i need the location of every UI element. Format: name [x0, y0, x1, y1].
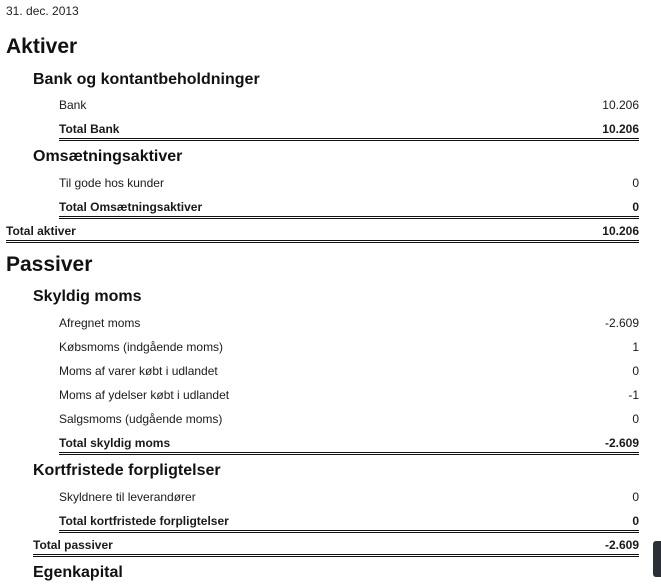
account-row: [59, 175, 639, 191]
group-total-value: 0: [632, 200, 639, 214]
account-value: 0: [632, 364, 639, 378]
group-heading-vat: Skyldig moms: [33, 288, 142, 305]
group-total-label: Total Omsætningsaktiver: [59, 200, 203, 214]
group-total-label: Total Bank: [59, 122, 120, 136]
scroll-handle[interactable]: [653, 541, 661, 577]
account-label: Afregnet moms: [59, 316, 141, 330]
group-total-row: [59, 513, 639, 533]
group-heading-bank: Bank og kontantbeholdninger: [33, 71, 260, 88]
account-label: Moms af varer købt i udlandet: [59, 364, 218, 378]
account-label: Til gode hos kunder: [59, 176, 164, 190]
account-label: Moms af ydelser købt i udlandet: [59, 388, 230, 402]
section-heading-liabilities: Passiver: [6, 253, 93, 276]
account-value: -2.609: [604, 316, 639, 330]
section-total-label: Total passiver: [33, 538, 113, 552]
group-total-row: [59, 121, 639, 141]
account-row: [59, 411, 639, 427]
group-total-row: [59, 199, 639, 219]
account-label: Bank: [59, 98, 87, 112]
account-row: [59, 97, 639, 113]
account-value: 1: [632, 340, 639, 354]
section-total-label: Total aktiver: [6, 224, 76, 238]
account-row: [59, 339, 639, 355]
account-label: Salgsmoms (udgående moms): [59, 412, 223, 426]
section-total-row-assets: [6, 223, 639, 243]
account-value: 0: [632, 176, 639, 190]
section-total-value: -2.609: [604, 538, 639, 552]
group-total-value: 0: [632, 514, 639, 528]
group-heading-equity: Egenkapital: [33, 564, 123, 581]
group-total-label: Total skyldig moms: [59, 436, 171, 450]
section-heading-assets: Aktiver: [6, 35, 78, 58]
account-value: 0: [632, 490, 639, 504]
account-row: [59, 363, 639, 379]
group-total-row: [59, 435, 639, 455]
group-total-value: 10.206: [602, 122, 639, 136]
account-row: [59, 489, 639, 505]
report-date: 31. dec. 2013: [6, 4, 79, 18]
account-value: -1: [628, 388, 639, 402]
account-row: [59, 315, 639, 331]
group-heading-current-assets: Omsætningsaktiver: [33, 148, 183, 165]
group-total-value: -2.609: [604, 436, 639, 450]
group-heading-short-term-liabilities: Kortfristede forpligtelser: [33, 462, 221, 479]
group-total-label: Total kortfristede forpligtelser: [59, 514, 229, 528]
account-value: 10.206: [602, 98, 639, 112]
section-total-row-liabilities: [33, 537, 639, 557]
account-label: Skyldnere til leverandører: [59, 490, 196, 504]
account-label: Købsmoms (indgående moms): [59, 340, 224, 354]
account-value: 0: [632, 412, 639, 426]
account-row: [59, 387, 639, 403]
section-total-value: 10.206: [602, 224, 639, 238]
